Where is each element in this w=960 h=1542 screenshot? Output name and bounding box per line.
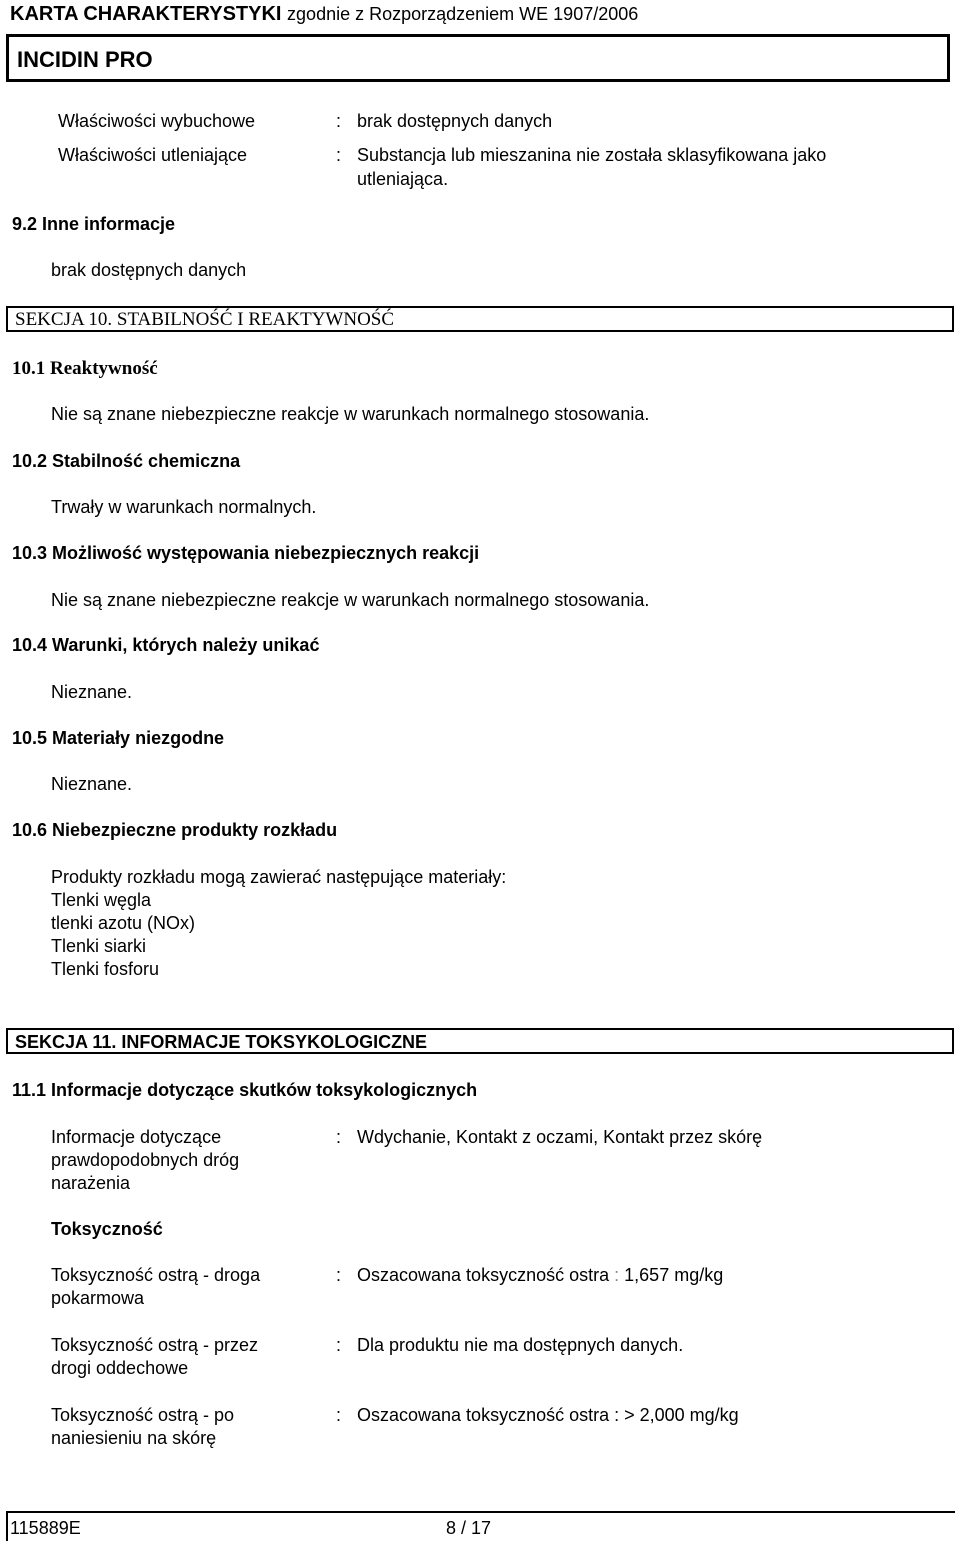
prop-value-oxidizing-cont: utleniająca. — [357, 169, 449, 189]
tox-dermal-label: Toksyczność ostrą - po — [51, 1405, 235, 1425]
heading-10-4: 10.4 Warunki, których należy unikać — [12, 635, 320, 655]
product-name-box — [6, 34, 950, 82]
text-10-4: Nieznane. — [51, 682, 133, 702]
prop-value-oxidizing: Substancja lub mieszanina nie została sklasyfikowana jako — [357, 145, 827, 165]
routes-label-line: prawdopodobnych dróg — [51, 1150, 240, 1170]
prop-label-explosive: Właściwości wybuchowe — [58, 111, 256, 131]
tox-oral-value — [357, 1264, 723, 1287]
section-11-title: SEKCJA 11. INFORMACJE TOKSYKOLOGICZNE — [15, 1032, 428, 1052]
heading-10-1: 10.1 Reaktywność — [12, 358, 158, 379]
text-10-2: Trwały w warunkach normalnych. — [51, 497, 317, 517]
document-title — [10, 2, 638, 26]
product-name: INCIDIN PRO — [17, 47, 153, 72]
tox-dermal-value: Oszacowana toksyczność ostra : > 2,000 mg/kg — [357, 1405, 739, 1425]
section-10-title: SEKCJA 10. STABILNOŚĆ I REAKTYWNOŚĆ — [15, 309, 395, 330]
routes-label-line: narażenia — [51, 1173, 131, 1193]
prop-colon: : — [336, 145, 342, 165]
footer-left-border — [6, 1513, 8, 1541]
section-10-header — [6, 306, 954, 332]
text-10-5: Nieznane. — [51, 774, 133, 794]
text-10-6-intro: Produkty rozkładu mogą zawierać następujące materiały: — [51, 867, 507, 887]
footer-page-number: 8 / 17 — [446, 1518, 492, 1538]
list-item: Tlenki siarki — [51, 936, 147, 956]
tox-oral-label-cont: pokarmowa — [51, 1288, 145, 1308]
footer-document-code: 115889E — [10, 1518, 81, 1538]
section-11-header — [6, 1028, 954, 1054]
heading-11-1: 11.1 Informacje dotyczące skutków toksykologicznych — [12, 1080, 478, 1100]
text-10-3: Nie są znane niebezpieczne reakcje w warunkach normalnego stosowania. — [51, 590, 650, 610]
routes-colon: : — [336, 1127, 342, 1147]
heading-10-6: 10.6 Niebezpieczne produkty rozkładu — [12, 820, 338, 840]
tox-oral-value-number: 1,657 mg/kg — [624, 1265, 724, 1285]
tox-inhal-value: Dla produktu nie ma dostępnych danych. — [357, 1335, 684, 1355]
tox-dermal-label-cont: naniesieniu na skórę — [51, 1428, 217, 1448]
prop-label-oxidizing: Właściwości utleniające — [58, 145, 248, 165]
list-item: Tlenki fosforu — [51, 959, 160, 979]
routes-value: Wdychanie, Kontakt z oczami, Kontakt przez skórę — [357, 1127, 763, 1147]
list-item: Tlenki węgla — [51, 890, 152, 910]
document-title-main: KARTA CHARAKTERYSTYKI — [10, 3, 282, 25]
text-9-2: brak dostępnych danych — [51, 260, 247, 280]
tox-oral-separator: : — [614, 1265, 620, 1285]
tox-inhal-label: Toksyczność ostrą - przez — [51, 1335, 259, 1355]
prop-value-explosive: brak dostępnych danych — [357, 111, 553, 131]
prop-colon: : — [336, 111, 342, 131]
tox-oral-label: Toksyczność ostrą - droga — [51, 1265, 261, 1285]
routes-label-line: Informacje dotyczące — [51, 1127, 222, 1147]
document-title-regulation: zgodnie z Rozporządzeniem WE 1907/2006 — [287, 4, 639, 24]
toxicity-heading: Toksyczność — [51, 1219, 163, 1239]
heading-10-2: 10.2 Stabilność chemiczna — [12, 451, 241, 471]
tox-colon: : — [336, 1265, 342, 1285]
heading-10-5: 10.5 Materiały niezgodne — [12, 728, 225, 748]
tox-oral-value-text: Oszacowana toksyczność ostra — [357, 1265, 610, 1285]
tox-inhal-label-cont: drogi oddechowe — [51, 1358, 189, 1378]
tox-colon: : — [336, 1405, 342, 1425]
heading-10-3: 10.3 Możliwość występowania niebezpiecznych reakcji — [12, 543, 480, 563]
footer-divider — [6, 1511, 955, 1513]
text-10-1: Nie są znane niebezpieczne reakcje w warunkach normalnego stosowania. — [51, 404, 650, 424]
tox-colon: : — [336, 1335, 342, 1355]
list-item: tlenki azotu (NOx) — [51, 913, 196, 933]
heading-9-2: 9.2 Inne informacje — [12, 214, 176, 234]
